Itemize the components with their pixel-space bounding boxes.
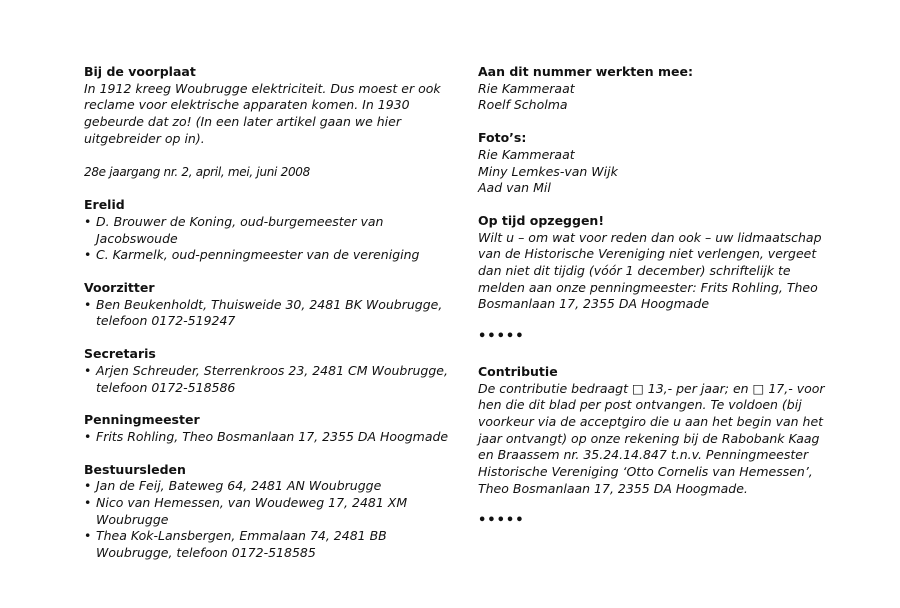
penningmeester-section	[84, 412, 454, 445]
photographer-name: Aad van Mil	[478, 180, 551, 196]
secretaris-list	[84, 363, 454, 396]
list-item: • Ben Beukenholdt, Thuisweide 30, 2481 BK Woubrugge, telefoon 0172-519247	[84, 297, 454, 330]
left-column	[84, 64, 454, 578]
cover-heading: Bij de voorplaat	[84, 64, 196, 79]
contribution-section	[478, 364, 838, 498]
cancel-heading: Op tijd opzeggen!	[478, 212, 605, 228]
bestuursleden-section	[84, 462, 454, 562]
erelid-list	[84, 214, 454, 264]
penningmeester-heading: Penningmeester	[84, 412, 200, 428]
secretaris-heading: Secretaris	[84, 346, 156, 362]
list-item: • Arjen Schreuder, Sterrenkroos 23, 2481 CM Woubrugge, telefoon 0172-518586	[84, 363, 454, 396]
erelid-section	[84, 197, 454, 264]
list-item: • C. Karmelk, oud-penningmeester van de vereniging	[84, 247, 454, 264]
contributor-name: Rie Kammeraat	[478, 80, 575, 96]
bestuursleden-list	[84, 478, 454, 562]
contribution-text: De contributie bedraagt □ 13,- per jaar; en □ 17,- voor hen die dit blad per post ontvangen. Te voldoen (bij voorkeur via de acceptgiro die u aan het begin van het jaar ontvangt) op onze rekening bij de Rabobank Kaag en Braassem nr. 35.24.14.847 t.n.v. Penningmeester Historische Vereniging ‘Otto Cornelis van Hemessen’, Theo Bosmanlaan 17, 2355 DA Hoogmade.	[478, 380, 825, 496]
contribution-heading: Contributie	[478, 363, 558, 379]
photos-section	[478, 130, 838, 197]
list-item: • Jan de Feij, Bateweg 64, 2481 AN Woubrugge	[84, 478, 454, 495]
secretaris-section	[84, 346, 454, 396]
separator-dots: •••••	[478, 513, 525, 529]
issue-info: 28e jaargang nr. 2, april, mei, juni 2008	[84, 164, 310, 179]
list-item: • D. Brouwer de Koning, oud-burgemeester van Jacobswoude	[84, 214, 454, 247]
bestuursleden-heading: Bestuursleden	[84, 461, 186, 477]
contributors-section	[478, 64, 838, 114]
contributor-name: Roelf Scholma	[478, 97, 568, 113]
voorzitter-heading: Voorzitter	[84, 280, 155, 296]
cancel-text: Wilt u – om wat voor reden dan ook – uw lidmaatschap van de Historische Vereniging niet verlengen, vergeet dan niet dit tijdig (vóór 1 december) schriftelijk te melden aan onze penningmeester: Frits Rohling, Theo Bosmanlaan 17, 2355 DA Hoogmade	[478, 229, 822, 312]
right-column	[478, 64, 838, 548]
contributors-heading: Aan dit nummer werkten mee:	[478, 64, 693, 79]
voorzitter-section	[84, 280, 454, 330]
list-item: • Thea Kok-Lansbergen, Emmalaan 74, 2481 BB Woubrugge, telefoon 0172-518585	[84, 528, 454, 561]
penningmeester-list	[84, 429, 454, 446]
voorzitter-list	[84, 297, 454, 330]
cover-section	[84, 64, 454, 148]
separator-dots: •••••	[478, 329, 525, 345]
photographer-name: Rie Kammeraat	[478, 146, 575, 162]
photos-heading: Foto’s:	[478, 130, 527, 146]
cancel-section	[478, 213, 838, 313]
list-item: • Nico van Hemessen, van Woudeweg 17, 2481 XM Woubrugge	[84, 495, 454, 528]
photographer-name: Miny Lemkes-van Wijk	[478, 163, 618, 179]
cover-text: In 1912 kreeg Woubrugge elektriciteit. Dus moest er ook reclame voor elektrische apparaten komen. In 1930 gebeurde dat zo! (In een later artikel gaan we hier uitgebreider op in).	[84, 80, 441, 146]
list-item: • Frits Rohling, Theo Bosmanlaan 17, 2355 DA Hoogmade	[84, 429, 454, 446]
erelid-heading: Erelid	[84, 197, 125, 213]
